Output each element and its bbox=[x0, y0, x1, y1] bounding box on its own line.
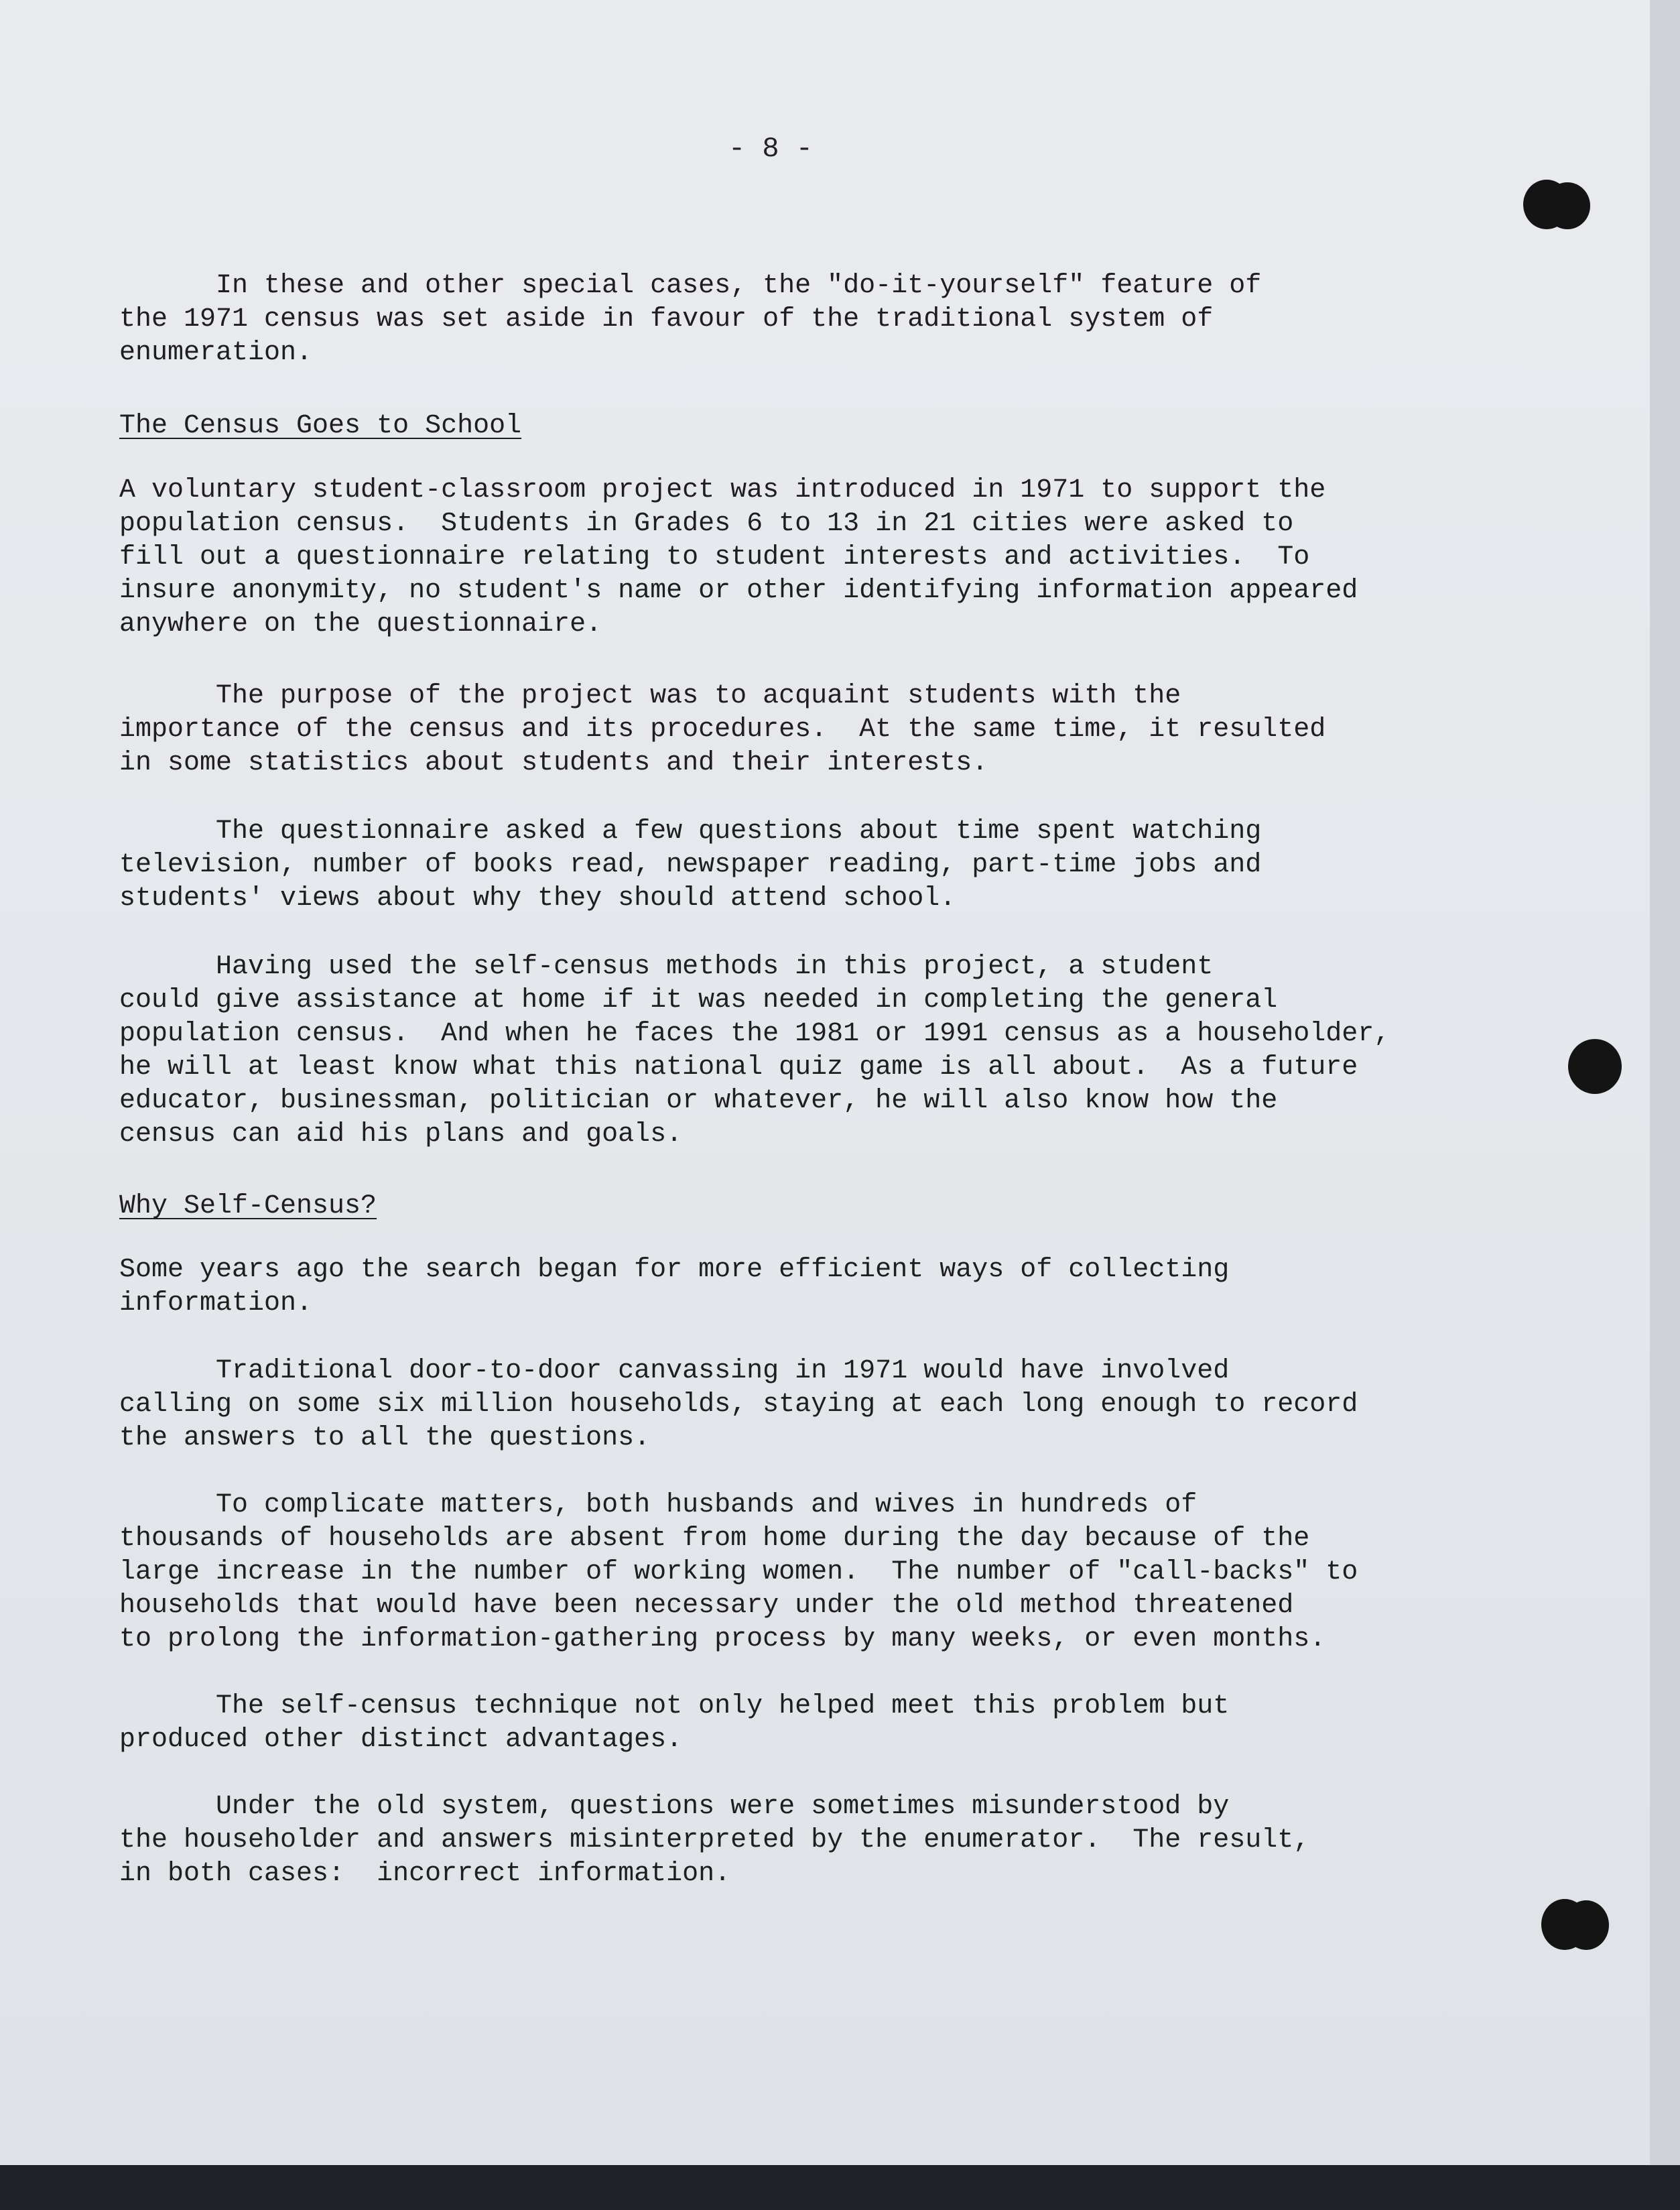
paragraph-working-households: To complicate matters, both husbands and wives in hundreds of thousands of households are absent from home during the day because of the large increase in the number of working women. The number of "call-backs" to households that would have been necessary under the old method threatened to prolong the information-gathering process by many weeks, or even months. bbox=[119, 1490, 1358, 1654]
paragraph-questionnaire-topics: The questionnaire asked a few questions about time spent watching television, number of books read, newspaper reading, part-time jobs and students' views about why they should attend school. bbox=[119, 816, 1262, 914]
paragraph-search-efficient-ways: Some years ago the search began for more efficient ways of collecting information. bbox=[119, 1255, 1230, 1318]
paragraph-door-to-door: Traditional door-to-door canvassing in 1971 would have involved calling on some six million households, staying at each long enough to record the answers to all the questions. bbox=[119, 1356, 1358, 1453]
page-edge bbox=[1650, 0, 1680, 2165]
punch-hole-middle bbox=[1568, 1039, 1622, 1094]
punch-hole-bottom bbox=[1563, 1900, 1609, 1950]
paragraph-project-purpose: The purpose of the project was to acquaint students with the importance of the census and its procedures. At the same time, it resulted in some statistics about students and their interests. bbox=[119, 681, 1326, 778]
scanner-background bbox=[0, 2165, 1680, 2210]
section-heading-why-self-census: Why Self-Census? bbox=[119, 1191, 377, 1221]
page-number: - 8 - bbox=[728, 133, 814, 165]
punch-hole-top bbox=[1545, 182, 1590, 229]
paragraph-intro: In these and other special cases, the "do-it-yourself" feature of the 1971 census was set aside in favour of the traditional system of enumeration. bbox=[119, 271, 1262, 368]
paragraph-self-census-assistance: Having used the self-census methods in this project, a student could give assistance at home if it was needed in completing the general population census. And when he faces the 1981 or 1991 census as a householder, he will at least know what this national quiz game is all about. As a future educator, businessman, politician or whatever, he will also know how the census can aid his plans and goals. bbox=[119, 952, 1391, 1150]
section-heading-census-school: The Census Goes to School bbox=[119, 411, 522, 441]
paragraph-student-project: A voluntary student-classroom project was introduced in 1971 to support the population census. Students in Grades 6 to 13 in 21 cities were asked to fill out a questionnaire relating to student interests and activities. To insure anonymity, no student's name or other identifying information appeared anywhere on the questionnaire. bbox=[119, 475, 1358, 639]
paragraph-old-system: Under the old system, questions were sometimes misunderstood by the householder and answers misinterpreted by the enumerator. The result, in both cases: incorrect information. bbox=[119, 1792, 1310, 1889]
paragraph-self-census-technique: The self-census technique not only helped meet this problem but produced other distinct advantages. bbox=[119, 1691, 1230, 1755]
